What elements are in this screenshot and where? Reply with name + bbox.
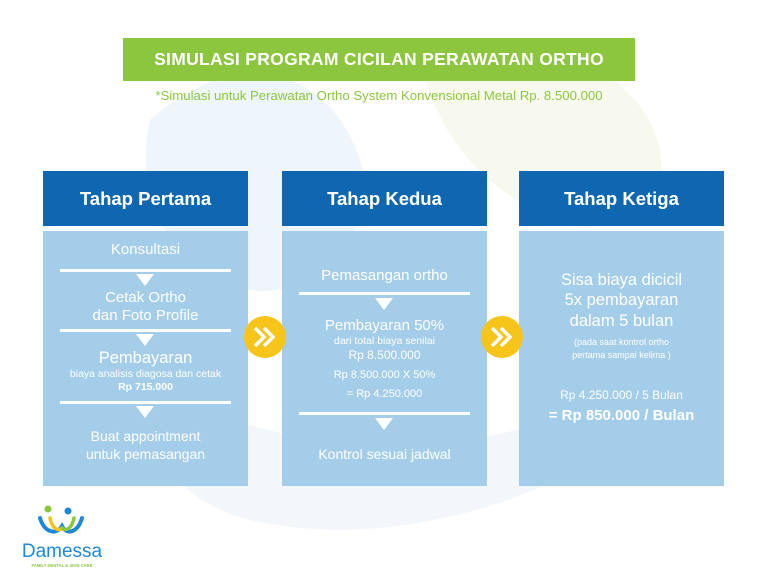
divider (60, 401, 231, 404)
divider (299, 292, 470, 295)
step-payment-total: Rp 8.500.000 (348, 348, 421, 362)
step-payment-line1: dari total biaya senilai (334, 335, 435, 347)
arrow-down-icon (132, 334, 158, 348)
installment-calc: Rp 4.250.000 / 5 Bulan (560, 388, 683, 402)
divider (60, 329, 231, 332)
damessa-logo (12, 502, 112, 572)
step-payment-amount: Rp 715.000 (118, 381, 173, 393)
installment-line1: Sisa biaya dicicil (560, 271, 683, 289)
step-appointment-line2: untuk pemasangan (85, 446, 206, 462)
stage-title: Tahap Pertama (43, 171, 248, 226)
divider (299, 412, 470, 415)
step-payment-calc: Rp 8.500.000 X 50% (333, 369, 436, 381)
step-consultation: Konsultasi (110, 241, 181, 258)
family-logo-icon (40, 506, 82, 532)
logo-name: Damessa (21, 541, 103, 562)
page-title: SIMULASI PROGRAM CICILAN PERAWATAN ORTHO (123, 38, 635, 81)
double-chevron-right-icon (481, 316, 523, 358)
step-impression-line1: Cetak Ortho (105, 289, 186, 306)
arrow-down-icon (371, 298, 397, 312)
installment-note-line2: pertama sampai kelima ) (572, 350, 671, 360)
step-installation: Pemasangan ortho (321, 267, 448, 284)
step-appointment-line1: Buat appointment (90, 428, 201, 444)
stage-card-first (43, 171, 248, 486)
stage-title: Tahap Ketiga (519, 171, 724, 226)
stage-title: Tahap Kedua (282, 171, 487, 226)
stage-body (43, 231, 248, 486)
stage-card-third (519, 171, 724, 486)
logo-tagline: FAMILY DENTAL & SKIN CARE (31, 563, 93, 568)
stage-card-second (282, 171, 487, 486)
step-control: Kontrol sesuai jadwal (318, 446, 451, 462)
arrow-down-icon (371, 418, 397, 432)
arrow-down-icon (132, 406, 158, 420)
step-payment-result: = Rp 4.250.000 (346, 388, 423, 400)
installment-note-line1: (pada saat kontrol ortho (573, 337, 670, 347)
step-payment-detail: biaya analisis diagosa dan cetak (69, 368, 222, 380)
step-payment-title: Pembayaran (98, 349, 193, 367)
page-subtitle: *Simulasi untuk Perawatan Ortho System Konvensional Metal Rp. 8.500.000 (155, 88, 603, 103)
stage-body (282, 231, 487, 486)
step-impression-line2: dan Foto Profile (92, 307, 199, 324)
arrow-down-icon (132, 274, 158, 288)
installment-line3: dalam 5 bulan (569, 312, 674, 330)
stage-body (519, 231, 724, 486)
double-chevron-right-icon (244, 316, 286, 358)
step-payment-title: Pembayaran 50% (324, 317, 445, 334)
installment-result: = Rp 850.000 / Bulan (548, 407, 695, 424)
installment-line2: 5x pembayaran (564, 291, 679, 309)
divider (60, 269, 231, 272)
